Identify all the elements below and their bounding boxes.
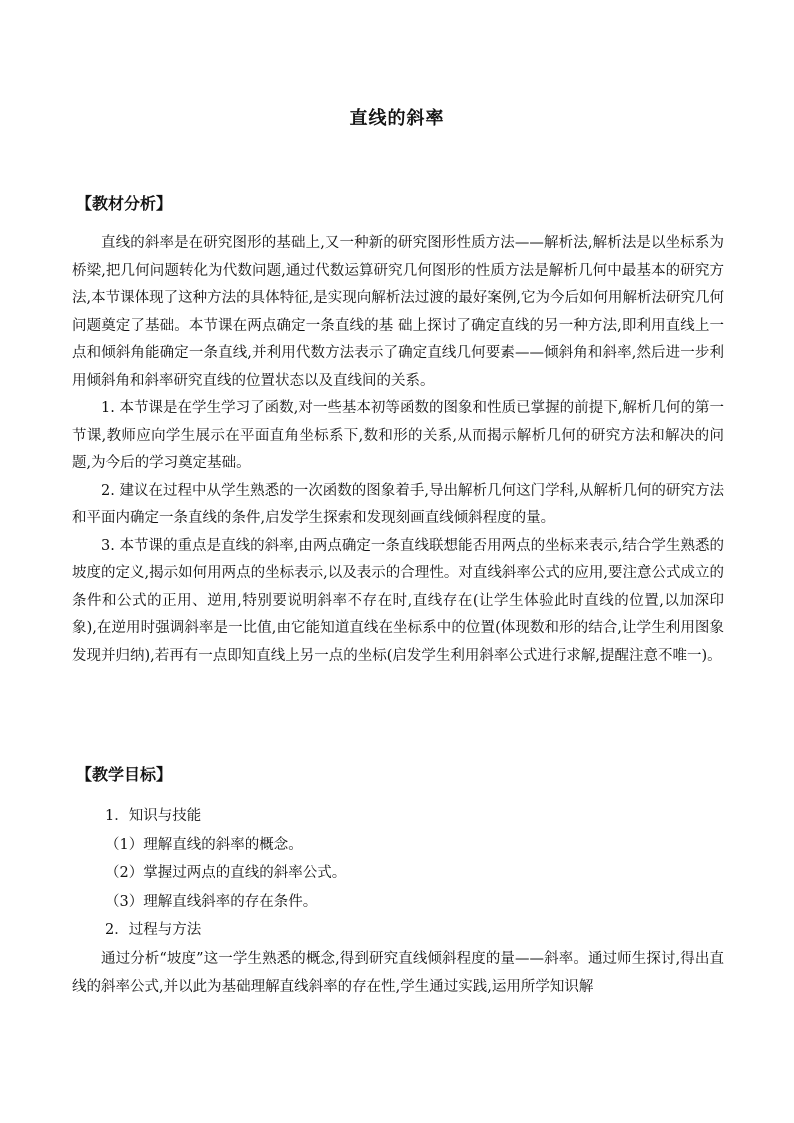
list-item: （3）理解直线斜率的存在条件。 <box>105 893 318 910</box>
list-item: （2）掌握过两点的直线的斜率公式。 <box>105 865 347 881</box>
list-item: 1．知识与技能 <box>105 808 202 824</box>
page-title: 直线的斜率 <box>349 108 445 129</box>
section-heading-textbook-analysis: 【教材分析】 <box>76 194 173 213</box>
paragraph: 通过分析“坡度”这一学生熟悉的概念,得到研究直线倾斜程度的量——斜率。通过师生探讨,得出直线的斜率公式,并以此为基础理解直线斜率的存在性,学生通过实践,运用所学知识解 <box>72 950 724 995</box>
paragraph: 2. 建议在过程中从学生熟悉的一次函数的图象着手,导出解析几何这门学科,从解析几何的研究方法和平面内确定一条直线的条件,启发学生探索和发现刻画直线倾斜程度的量。 <box>72 482 724 526</box>
textbook-analysis-body <box>72 230 724 670</box>
teaching-goals-body <box>72 802 724 1002</box>
list-item: 2．过程与方法 <box>105 922 202 938</box>
paragraph: 1. 本节课是在学生学习了函数,对一些基本初等函数的图象和性质已掌握的前提下,解析几何的第一节课,教师应向学生展示在平面直角坐标系下,数和形的关系,从而揭示解析几何的研究方法和解决的问题,为今后的学习奠定基础。 <box>72 400 724 471</box>
paragraph: 直线的斜率是在研究图形的基础上,又一种新的研究图形性质方法——解析法,解析法是以坐标系为桥梁,把几何问题转化为代数问题,通过代数运算研究几何图形的性质方法是解析几何中最基本的研究方法,本节课体现了这种方法的具体特征,是实现向解析法过渡的最好案例,它为今后如何用解析法研究几何问题奠定了基础。本节课在两点确定一条直线的基 础上探讨了确定直线的另一种方法,即利用直线上一点和倾斜角能确定一条直线,并利用代数方法表示了确定直线几何要素——倾斜角和斜率,然后进一步利用倾斜角和斜率研究直线的位置状态以及直线间的关系。 <box>72 235 724 389</box>
section-heading-teaching-goals: 【教学目标】 <box>76 765 173 784</box>
list-item: （1）理解直线的斜率的概念。 <box>105 836 303 853</box>
paragraph: 3. 本节课的重点是直线的斜率,由两点确定一条直线联想能否用两点的坐标来表示,结合学生熟悉的坡度的定义,揭示如何用两点的坐标表示,以及表示的合理性。对直线斜率公式的应用,要注意公式成立的条件和公式的正用、逆用,特别要说明斜率不存在时,直线存在(让学生体验此时直线的位置,以加深印象),在逆用时强调斜率是一比值,由它能知道直线在坐标系中的位置(体现数和形的结合,让学生利用图象发现并归纳),若再有一点即知直线上另一点的坐标(启发学生利用斜率公式进行求解,提醒注意不唯一)。 <box>72 537 724 664</box>
